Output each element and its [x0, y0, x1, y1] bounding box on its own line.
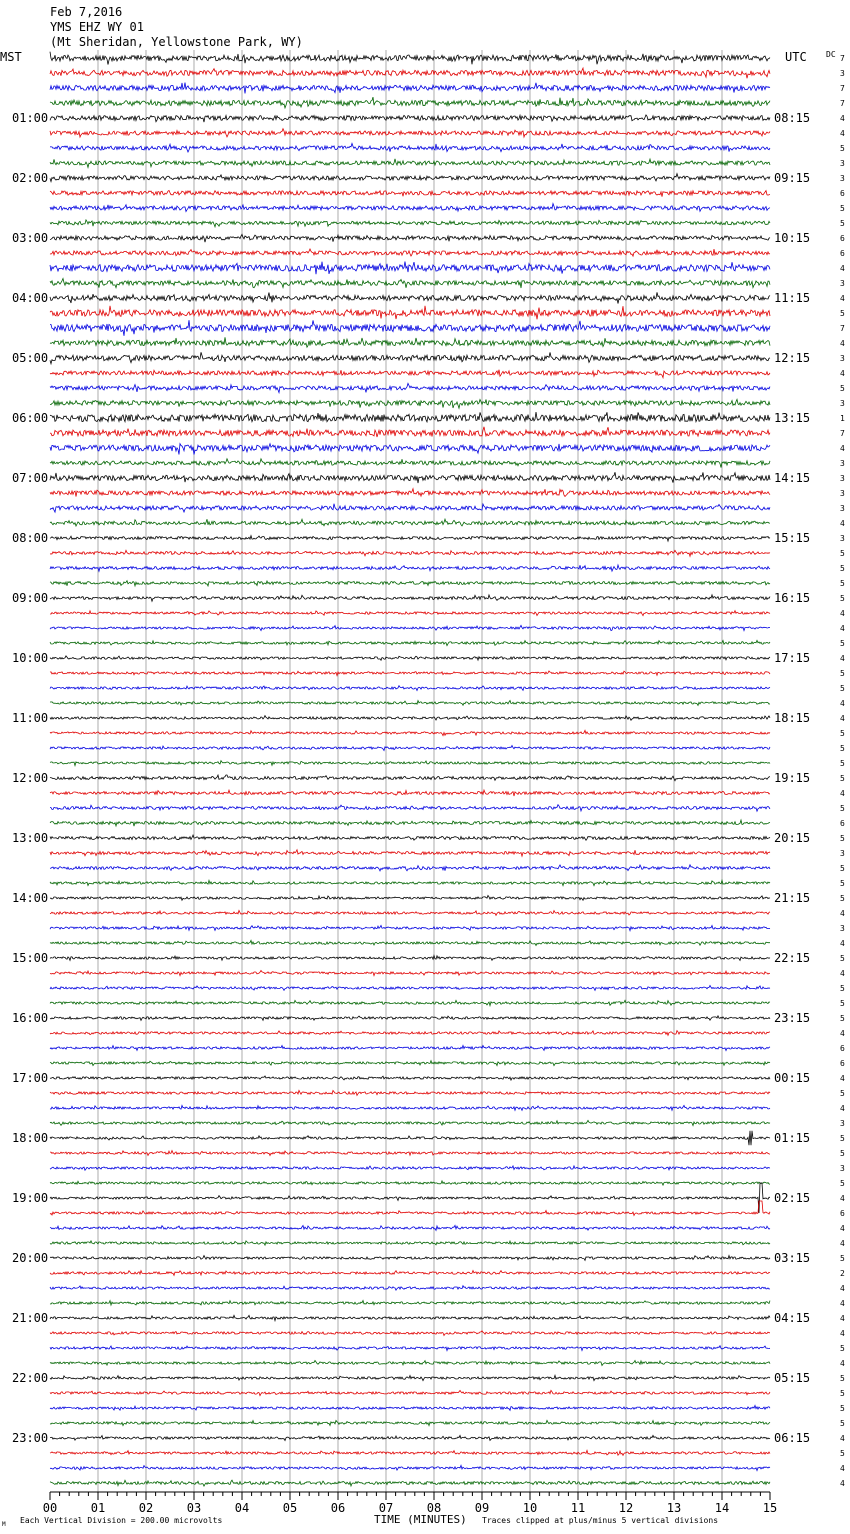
trace-row-19	[50, 337, 770, 347]
utc-hour-label: 02:15	[774, 1191, 811, 1205]
trace-row-61	[50, 971, 770, 976]
utc-hour-label: 05:15	[774, 1371, 811, 1385]
trace-row-69	[50, 1091, 770, 1096]
mst-hour-label: 02:00	[12, 171, 49, 185]
station-title: YMS EHZ WY 01	[50, 20, 144, 34]
trace-row-65	[50, 1031, 770, 1036]
mst-hour-label: 21:00	[12, 1311, 49, 1325]
x-tick-label: 07	[378, 1501, 394, 1515]
dc-offset-label: 4	[840, 444, 845, 453]
x-tick-label: 06	[330, 1501, 346, 1515]
mst-hour-label: 11:00	[12, 711, 49, 725]
utc-hour-label: 13:15	[774, 411, 811, 425]
trace-row-43	[50, 701, 770, 706]
dc-offset-label: 4	[840, 1284, 845, 1293]
dc-offset-label: 5	[840, 204, 845, 213]
trace-row-26	[50, 444, 770, 455]
utc-hour-label: 10:15	[774, 231, 811, 245]
trace-row-31	[50, 519, 770, 526]
x-tick-label: 00	[42, 1501, 58, 1515]
date-title: Feb 7,2016	[50, 5, 123, 19]
dc-offset-label: 5	[840, 1449, 845, 1458]
dc-offset-label: 4	[840, 1359, 845, 1368]
trace-group	[50, 52, 770, 1486]
dc-offset-label: 5	[840, 1404, 845, 1413]
trace-row-33	[50, 550, 770, 556]
utc-hour-label: 08:15	[774, 111, 811, 125]
dc-offset-label: 6	[840, 249, 845, 258]
trace-row-80	[50, 1256, 770, 1261]
utc-hour-labels	[774, 111, 810, 1445]
dc-offset-label: 4	[840, 1329, 845, 1338]
trace-row-10	[50, 204, 770, 212]
dc-offset-label: 5	[840, 1419, 845, 1428]
mst-hour-label: 20:00	[12, 1251, 49, 1265]
trace-row-28	[50, 472, 770, 483]
mst-hour-label: 04:00	[12, 291, 49, 305]
dc-offset-label: 5	[840, 309, 845, 318]
utc-hour-label: 15:15	[774, 531, 811, 545]
mst-hour-label: 14:00	[12, 891, 49, 905]
trace-row-54	[50, 865, 770, 871]
trace-row-94	[50, 1465, 770, 1470]
trace-row-6	[50, 143, 770, 152]
trace-row-82	[50, 1286, 770, 1291]
dc-offset-label: 3	[840, 1164, 845, 1173]
dc-offset-label: 5	[840, 804, 845, 813]
dc-offset-label: 5	[840, 999, 845, 1008]
dc-offset-label: 5	[840, 384, 845, 393]
dc-offset-label: 7	[840, 99, 845, 108]
trace-row-86	[50, 1346, 770, 1351]
dc-offset-label: 3	[840, 279, 845, 288]
trace-row-70	[50, 1105, 770, 1110]
trace-row-88	[50, 1375, 770, 1380]
trace-row-7	[50, 159, 770, 168]
dc-offset-label: 4	[840, 114, 845, 123]
trace-row-56	[50, 896, 770, 901]
trace-row-59	[50, 940, 770, 945]
dc-offset-label: 5	[840, 1149, 845, 1158]
dc-offset-label: 4	[840, 1029, 845, 1038]
dc-offset-label: 4	[840, 1074, 845, 1083]
x-tick-label: 03	[186, 1501, 202, 1515]
trace-row-74	[50, 1166, 770, 1170]
mst-hour-label: 10:00	[12, 651, 49, 665]
dc-offset-label: 3	[840, 459, 845, 468]
utc-hour-label: 09:15	[774, 171, 811, 185]
dc-offset-label: 6	[840, 1209, 845, 1218]
dc-offset-label: 6	[840, 189, 845, 198]
dc-offset-label: 4	[840, 1464, 845, 1473]
x-tick-label: 15	[762, 1501, 778, 1515]
utc-hour-label: 06:15	[774, 1431, 811, 1445]
x-tick-label: 10	[522, 1501, 538, 1515]
trace-row-76	[50, 1183, 770, 1213]
dc-offset-label: 4	[840, 264, 845, 273]
trace-row-41	[50, 671, 770, 676]
trace-row-91	[50, 1420, 770, 1425]
dc-offset-label: 4	[840, 1299, 845, 1308]
trace-row-58	[50, 926, 770, 931]
dc-offset-label: 5	[840, 984, 845, 993]
utc-hour-label: 14:15	[774, 471, 811, 485]
trace-row-8	[50, 174, 770, 182]
trace-row-68	[50, 1076, 770, 1080]
x-tick-label: 13	[666, 1501, 682, 1515]
trace-row-53	[50, 850, 770, 856]
trace-row-23	[50, 399, 770, 408]
trace-row-20	[50, 352, 770, 363]
dc-offset-label: 6	[840, 1059, 845, 1068]
trace-row-40	[50, 656, 770, 660]
trace-row-67	[50, 1061, 770, 1066]
trace-row-39	[50, 640, 770, 645]
trace-row-30	[50, 504, 770, 512]
dc-offset-label: 3	[840, 534, 845, 543]
dc-offset-label: 6	[840, 1044, 845, 1053]
dc-offset-label: 3	[840, 489, 845, 498]
dc-offset-label: 7	[840, 54, 845, 63]
utc-hour-label: 22:15	[774, 951, 811, 965]
x-tick-label: 04	[234, 1501, 250, 1515]
utc-hour-label: 01:15	[774, 1131, 811, 1145]
trace-row-87	[50, 1361, 770, 1366]
dc-offset-label: 3	[840, 399, 845, 408]
trace-row-66	[50, 1046, 770, 1051]
trace-row-16	[50, 292, 770, 303]
mst-hour-label: 15:00	[12, 951, 49, 965]
dc-offset-label: 5	[840, 1089, 845, 1098]
dc-offset-label: 4	[840, 1104, 845, 1113]
trace-row-45	[50, 730, 770, 735]
x-tick-label: 09	[474, 1501, 490, 1515]
trace-row-84	[50, 1315, 770, 1320]
dc-offset-label: 4	[840, 339, 845, 348]
dc-offset-label: 5	[840, 639, 845, 648]
dc-offset-label: 5	[840, 894, 845, 903]
trace-row-36	[50, 595, 770, 601]
dc-offset-label: 3	[840, 174, 845, 183]
trace-row-78	[50, 1225, 770, 1230]
trace-row-2	[50, 83, 770, 94]
trace-row-52	[50, 835, 770, 840]
dc-offset-label: 5	[840, 864, 845, 873]
x-axis-title: TIME (MINUTES)	[374, 1513, 467, 1526]
dc-offset-label: 3	[840, 849, 845, 858]
trace-row-79	[50, 1241, 770, 1245]
clip-text: Traces clipped at plus/minus 5 vertical divisions	[482, 1516, 719, 1525]
dc-offset-label: 5	[840, 219, 845, 228]
scale-text: Each Vertical Division = 200.00 microvolts	[20, 1516, 223, 1525]
dc-offset-label: 5	[840, 744, 845, 753]
x-tick-label: 11	[570, 1501, 586, 1515]
trace-row-3	[50, 97, 770, 108]
dc-offset-label: 5	[840, 579, 845, 588]
dc-offset-label: 5	[840, 1389, 845, 1398]
dc-offset-label: 5	[840, 144, 845, 153]
dc-offset-label: 5	[840, 834, 845, 843]
x-axis	[43, 1492, 777, 1515]
dc-offset-label: 5	[840, 594, 845, 603]
dc-offset-label: 3	[840, 504, 845, 513]
trace-row-90	[50, 1406, 770, 1411]
x-tick-label: 14	[714, 1501, 730, 1515]
dc-offset-label: 4	[840, 714, 845, 723]
mst-hour-label: 05:00	[12, 351, 49, 365]
trace-row-4	[50, 115, 770, 122]
trace-row-1	[50, 68, 770, 78]
utc-hour-label: 12:15	[774, 351, 811, 365]
trace-row-93	[50, 1450, 770, 1455]
trace-row-75	[50, 1181, 770, 1185]
utc-hour-label: 17:15	[774, 651, 811, 665]
dc-offset-labels	[840, 54, 845, 1488]
trace-row-42	[50, 686, 770, 691]
right-timezone-label: UTC	[785, 50, 807, 64]
dc-offset-label: 5	[840, 1014, 845, 1023]
mst-hour-label: 23:00	[12, 1431, 49, 1445]
trace-row-18	[50, 320, 770, 336]
utc-hour-label: 18:15	[774, 711, 811, 725]
left-timezone-label: MST	[0, 50, 22, 64]
dc-offset-label: 5	[840, 774, 845, 783]
dc-offset-label: 5	[840, 564, 845, 573]
dc-offset-label: 5	[840, 729, 845, 738]
trace-row-55	[50, 880, 770, 885]
dc-offset-label: 3	[840, 474, 845, 483]
mst-hour-label: 06:00	[12, 411, 49, 425]
dc-offset-label: 5	[840, 1374, 845, 1383]
mst-hour-label: 22:00	[12, 1371, 49, 1385]
mst-hour-label: 17:00	[12, 1071, 49, 1085]
trace-row-83	[50, 1301, 770, 1306]
trace-row-0	[50, 52, 770, 65]
trace-row-50	[50, 805, 770, 812]
trace-row-13	[50, 249, 770, 256]
x-tick-label: 01	[90, 1501, 106, 1515]
dc-offset-label: 4	[840, 129, 845, 138]
dc-offset-label: 5	[840, 759, 845, 768]
dc-offset-label: 5	[840, 549, 845, 558]
dc-offset-label: 5	[840, 669, 845, 678]
x-tick-label: 08	[426, 1501, 442, 1515]
mst-hour-label: 08:00	[12, 531, 49, 545]
dc-offset-label: 5	[840, 1344, 845, 1353]
trace-row-11	[50, 220, 770, 227]
trace-row-34	[50, 565, 770, 571]
x-tick-label: 05	[282, 1501, 298, 1515]
mst-hour-label: 07:00	[12, 471, 49, 485]
trace-row-44	[50, 716, 770, 721]
utc-hour-label: 19:15	[774, 771, 811, 785]
trace-row-12	[50, 234, 770, 242]
mst-hour-labels	[12, 111, 48, 1445]
dc-offset-label: 5	[840, 1134, 845, 1143]
dc-offset-label: 4	[840, 369, 845, 378]
mst-hour-label: 18:00	[12, 1131, 49, 1145]
dc-offset-label: 4	[840, 1194, 845, 1203]
dc-offset-label: 4	[840, 1224, 845, 1233]
mst-hour-label: 19:00	[12, 1191, 49, 1205]
trace-row-60	[50, 956, 770, 961]
trace-row-63	[50, 1000, 770, 1005]
trace-row-22	[50, 383, 770, 392]
dc-offset-label: 7	[840, 429, 845, 438]
trace-row-73	[50, 1151, 770, 1156]
x-tick-label: 12	[618, 1501, 634, 1515]
dc-offset-label: 7	[840, 84, 845, 93]
dc-offset-label: 4	[840, 909, 845, 918]
trace-row-15	[50, 279, 770, 289]
trace-row-35	[50, 581, 770, 586]
utc-hour-label: 03:15	[774, 1251, 811, 1265]
trace-row-38	[50, 625, 770, 630]
dc-offset-label: 3	[840, 69, 845, 78]
trace-row-5	[50, 129, 770, 137]
trace-row-9	[50, 191, 770, 197]
dc-label: DC	[826, 50, 836, 59]
dc-offset-label: 4	[840, 609, 845, 618]
dc-offset-label: 3	[840, 924, 845, 933]
dc-offset-label: 6	[840, 234, 845, 243]
trace-row-95	[50, 1480, 770, 1486]
trace-row-14	[50, 262, 770, 275]
mst-hour-label: 09:00	[12, 591, 49, 605]
trace-row-32	[50, 536, 770, 541]
trace-row-37	[50, 611, 770, 616]
trace-row-29	[50, 489, 770, 497]
dc-offset-label: 5	[840, 879, 845, 888]
trace-row-57	[50, 911, 770, 916]
trace-row-47	[50, 761, 770, 766]
mst-hour-label: 01:00	[12, 111, 49, 125]
dc-offset-label: 2	[840, 1269, 845, 1278]
trace-row-49	[50, 790, 770, 796]
dc-offset-label: 4	[840, 294, 845, 303]
dc-offset-label: 5	[840, 1254, 845, 1263]
location-title: (Mt Sheridan, Yellowstone Park, WY)	[50, 35, 303, 49]
scale-mark: M	[2, 1521, 6, 1528]
utc-hour-label: 00:15	[774, 1071, 811, 1085]
trace-row-24	[50, 412, 770, 422]
dc-offset-label: 4	[840, 699, 845, 708]
dc-offset-label: 4	[840, 654, 845, 663]
dc-offset-label: 6	[840, 819, 845, 828]
dc-offset-label: 1	[840, 414, 845, 423]
dc-offset-label: 4	[840, 789, 845, 798]
trace-row-48	[50, 775, 770, 781]
trace-row-17	[50, 306, 770, 320]
dc-offset-label: 4	[840, 624, 845, 633]
trace-row-25	[50, 427, 770, 437]
trace-row-92	[50, 1435, 770, 1440]
trace-row-81	[50, 1271, 770, 1276]
dc-offset-label: 3	[840, 354, 845, 363]
dc-offset-label: 4	[840, 1434, 845, 1443]
dc-offset-label: 3	[840, 159, 845, 168]
dc-offset-label: 5	[840, 684, 845, 693]
utc-hour-label: 11:15	[774, 291, 811, 305]
dc-offset-label: 4	[840, 1239, 845, 1248]
trace-row-21	[50, 370, 770, 378]
x-tick-label: 02	[138, 1501, 154, 1515]
trace-row-89	[50, 1390, 770, 1395]
mst-hour-label: 12:00	[12, 771, 49, 785]
trace-row-85	[50, 1331, 770, 1336]
trace-row-72	[50, 1131, 770, 1145]
dc-offset-label: 4	[840, 1314, 845, 1323]
utc-hour-label: 16:15	[774, 591, 811, 605]
trace-row-51	[50, 820, 770, 826]
dc-offset-label: 7	[840, 324, 845, 333]
trace-row-64	[50, 1016, 770, 1021]
utc-hour-label: 23:15	[774, 1011, 811, 1025]
mst-hour-label: 13:00	[12, 831, 49, 845]
trace-row-62	[50, 986, 770, 991]
dc-offset-label: 5	[840, 954, 845, 963]
mst-hour-label: 03:00	[12, 231, 49, 245]
dc-offset-label: 4	[840, 939, 845, 948]
dc-offset-label: 3	[840, 1119, 845, 1128]
dc-offset-label: 4	[840, 519, 845, 528]
trace-row-46	[50, 746, 770, 751]
utc-hour-label: 04:15	[774, 1311, 811, 1325]
dc-offset-label: 4	[840, 1479, 845, 1488]
dc-offset-label: 5	[840, 1179, 845, 1188]
dc-offset-label: 4	[840, 969, 845, 978]
trace-row-27	[50, 459, 770, 468]
trace-row-77	[50, 1201, 770, 1215]
utc-hour-label: 21:15	[774, 891, 811, 905]
trace-row-71	[50, 1120, 770, 1125]
mst-hour-label: 16:00	[12, 1011, 49, 1025]
utc-hour-label: 20:15	[774, 831, 811, 845]
